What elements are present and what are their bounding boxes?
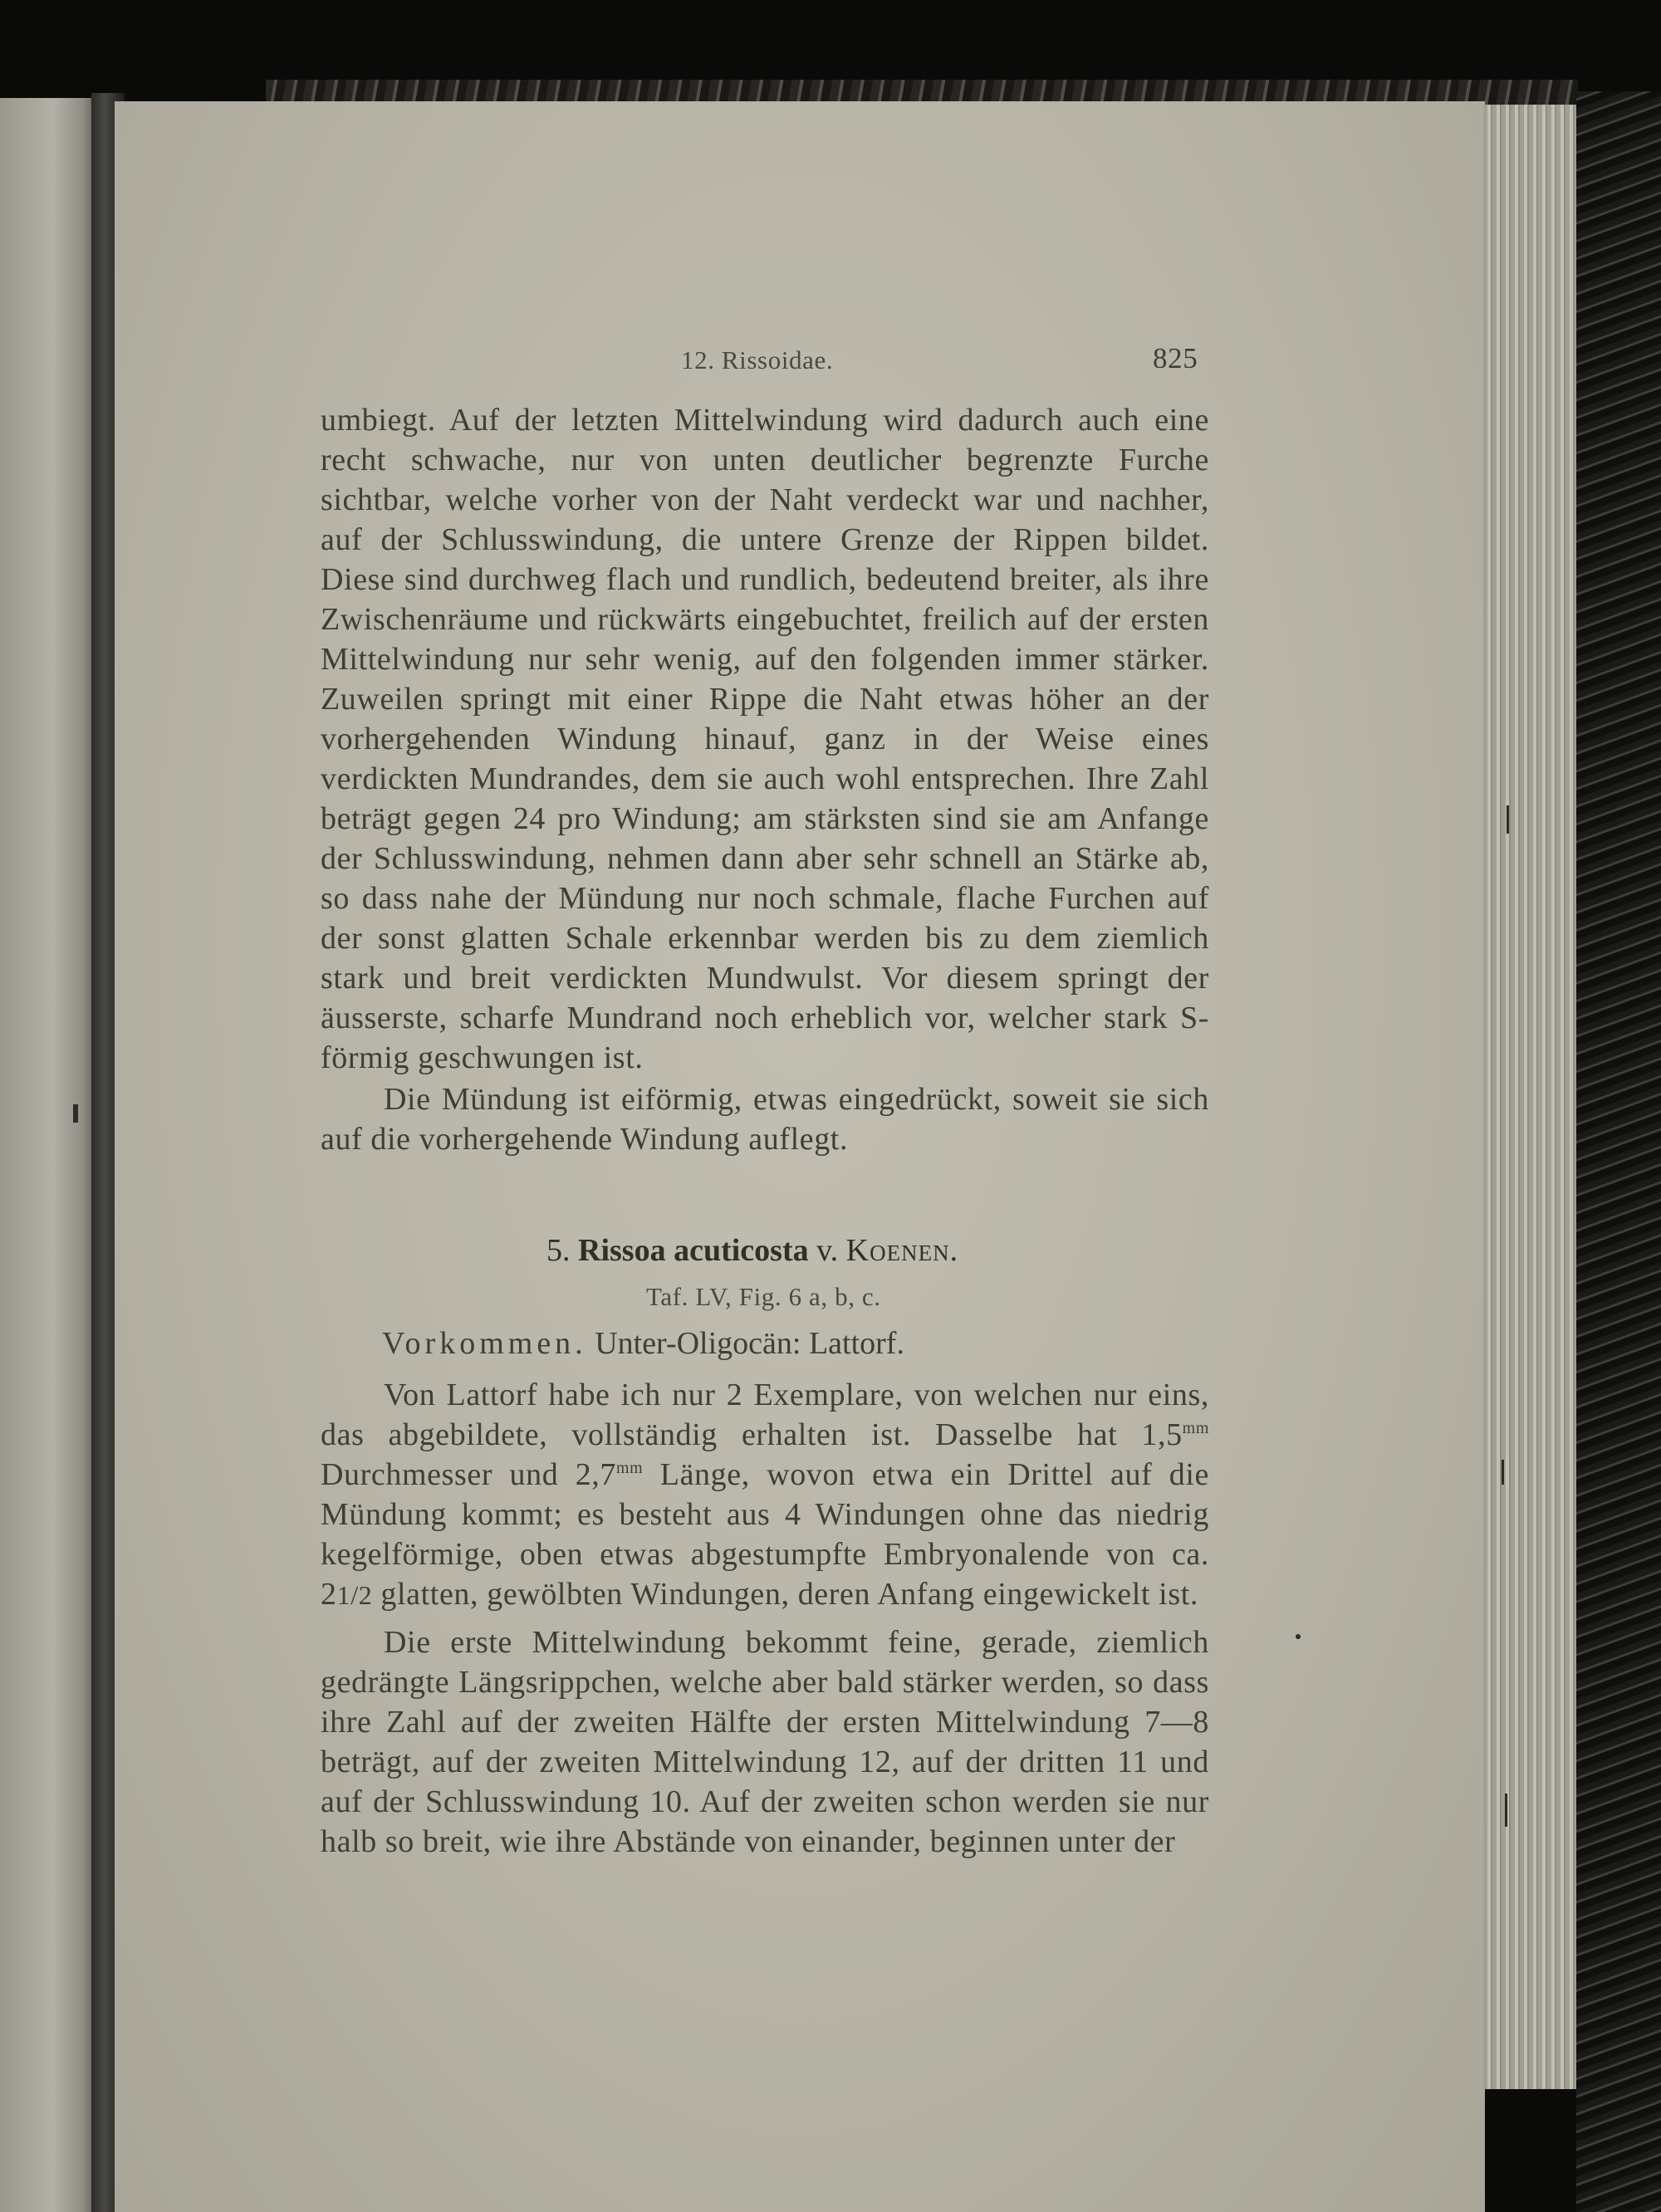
paragraph-2-text: Die Mündung ist eiförmig, etwas eingedrückt, soweit sie sich auf die vorhergehende Windung auflegt.	[321, 1082, 1209, 1157]
species-author: Koenen.	[845, 1233, 959, 1268]
running-head: 12. Rissoidae.	[681, 345, 834, 374]
facing-page-edge	[0, 98, 98, 2212]
paragraph-3-part-b: Durchmesser und 2,7	[321, 1457, 617, 1492]
paragraph-4-text: Die erste Mittelwindung bekommt feine, gerade, ziemlich gedrängte Längsrippchen, welche aber bald stärker werden, so dass ihre Zahl auf der zweiten Hälfte der ersten Mittelwindung 7—8 beträgt, auf der zweiten Mittelwindung 12, auf der dritten 11 und auf der Schlusswindung 10. Auf der zweiten schon werden sie nur halb so breit, wie ihre Abstände von einander, beginnen unter der	[321, 1625, 1209, 1859]
page-number: 825	[1153, 342, 1198, 374]
occurrence-value: Unter-Oligocän: Lattorf.	[595, 1326, 904, 1361]
page-stack-edge	[1483, 105, 1576, 2089]
paragraph-1-text: umbiegt. Auf der letzten Mittelwindung wird dadurch auch eine recht schwache, nur von unten deutlicher begrenzte Furche sichtbar, welche vorher von der Naht verdeckt war und nachher, auf der Schlusswindung, die untere Grenze der Rippen bildet. Diese sind durchweg flach und rundlich, bedeutend breiter, als ihre Zwischenräume und rückwärts eingebuchtet, freilich auf der ersten Mittelwindung nur sehr wenig, auf den folgenden immer stärker. Zuweilen springt mit einer Rippe die Naht etwas höher an der vorhergehenden Windung hinauf, ganz in der Weise eines verdickten Mundrandes, dem sie auch wohl entsprechen. Ihre Zahl beträgt gegen 24 pro Windung; am stärksten sind sie am Anfange der Schlusswindung, nehmen dann aber sehr schnell an Stärke ab, so dass nahe der Mündung nur noch schmale, flache Furchen auf der sonst glatten Schale erkennbar werden bis zu dem ziemlich stark und breit verdickten Mundwulst. Vor diesem springt der äusserste, scharfe Mundrand noch erheblich vor, welcher stark S-förmig geschwungen ist.	[321, 403, 1209, 1075]
unit-mm-2: mm	[616, 1459, 644, 1477]
paragraph-3-text	[321, 1375, 1209, 1615]
margin-mark	[1507, 805, 1509, 834]
paragraph-3-part-a: Von Lattorf habe ich nur 2 Exemplare, von welchen nur eins, das abgebildete, vollständig erhalten ist. Dasselbe hat 1,5	[321, 1378, 1209, 1452]
paragraph-3-part-d: glatten, gewölbten Windungen, deren Anfang eingewickelt ist.	[372, 1577, 1198, 1612]
author-prefix: v.	[816, 1233, 839, 1268]
paragraph-3-part-c: Länge, wovon etwa ein Drittel auf die Mündung kommt; es besteht aus 4 Windungen ohne das niedrig kegelförmige, oben etwas abgestumpfte Embryonalende von ca. 2	[321, 1457, 1209, 1612]
species-name: Rissoa acuticosta	[578, 1233, 809, 1268]
paragraph-2	[321, 1079, 1209, 1159]
occurrence-label: Vorkommen.	[382, 1326, 587, 1361]
margin-mark	[1296, 1634, 1301, 1639]
fraction-half: 1/2	[336, 1580, 373, 1610]
book-cover-edge	[1576, 91, 1661, 2212]
margin-mark	[1505, 1794, 1507, 1827]
species-heading	[546, 1232, 958, 1269]
margin-mark	[73, 1104, 78, 1123]
occurrence-line	[382, 1325, 904, 1362]
margin-mark	[1502, 1460, 1504, 1485]
unit-mm-1: mm	[1182, 1419, 1209, 1437]
paragraph-1	[321, 400, 1209, 1078]
species-number: 5.	[546, 1233, 571, 1268]
plate-reference: Taf. LV, Fig. 6 a, b, c.	[646, 1282, 881, 1311]
paragraph-4	[321, 1622, 1209, 1862]
paragraph-3	[321, 1375, 1209, 1615]
